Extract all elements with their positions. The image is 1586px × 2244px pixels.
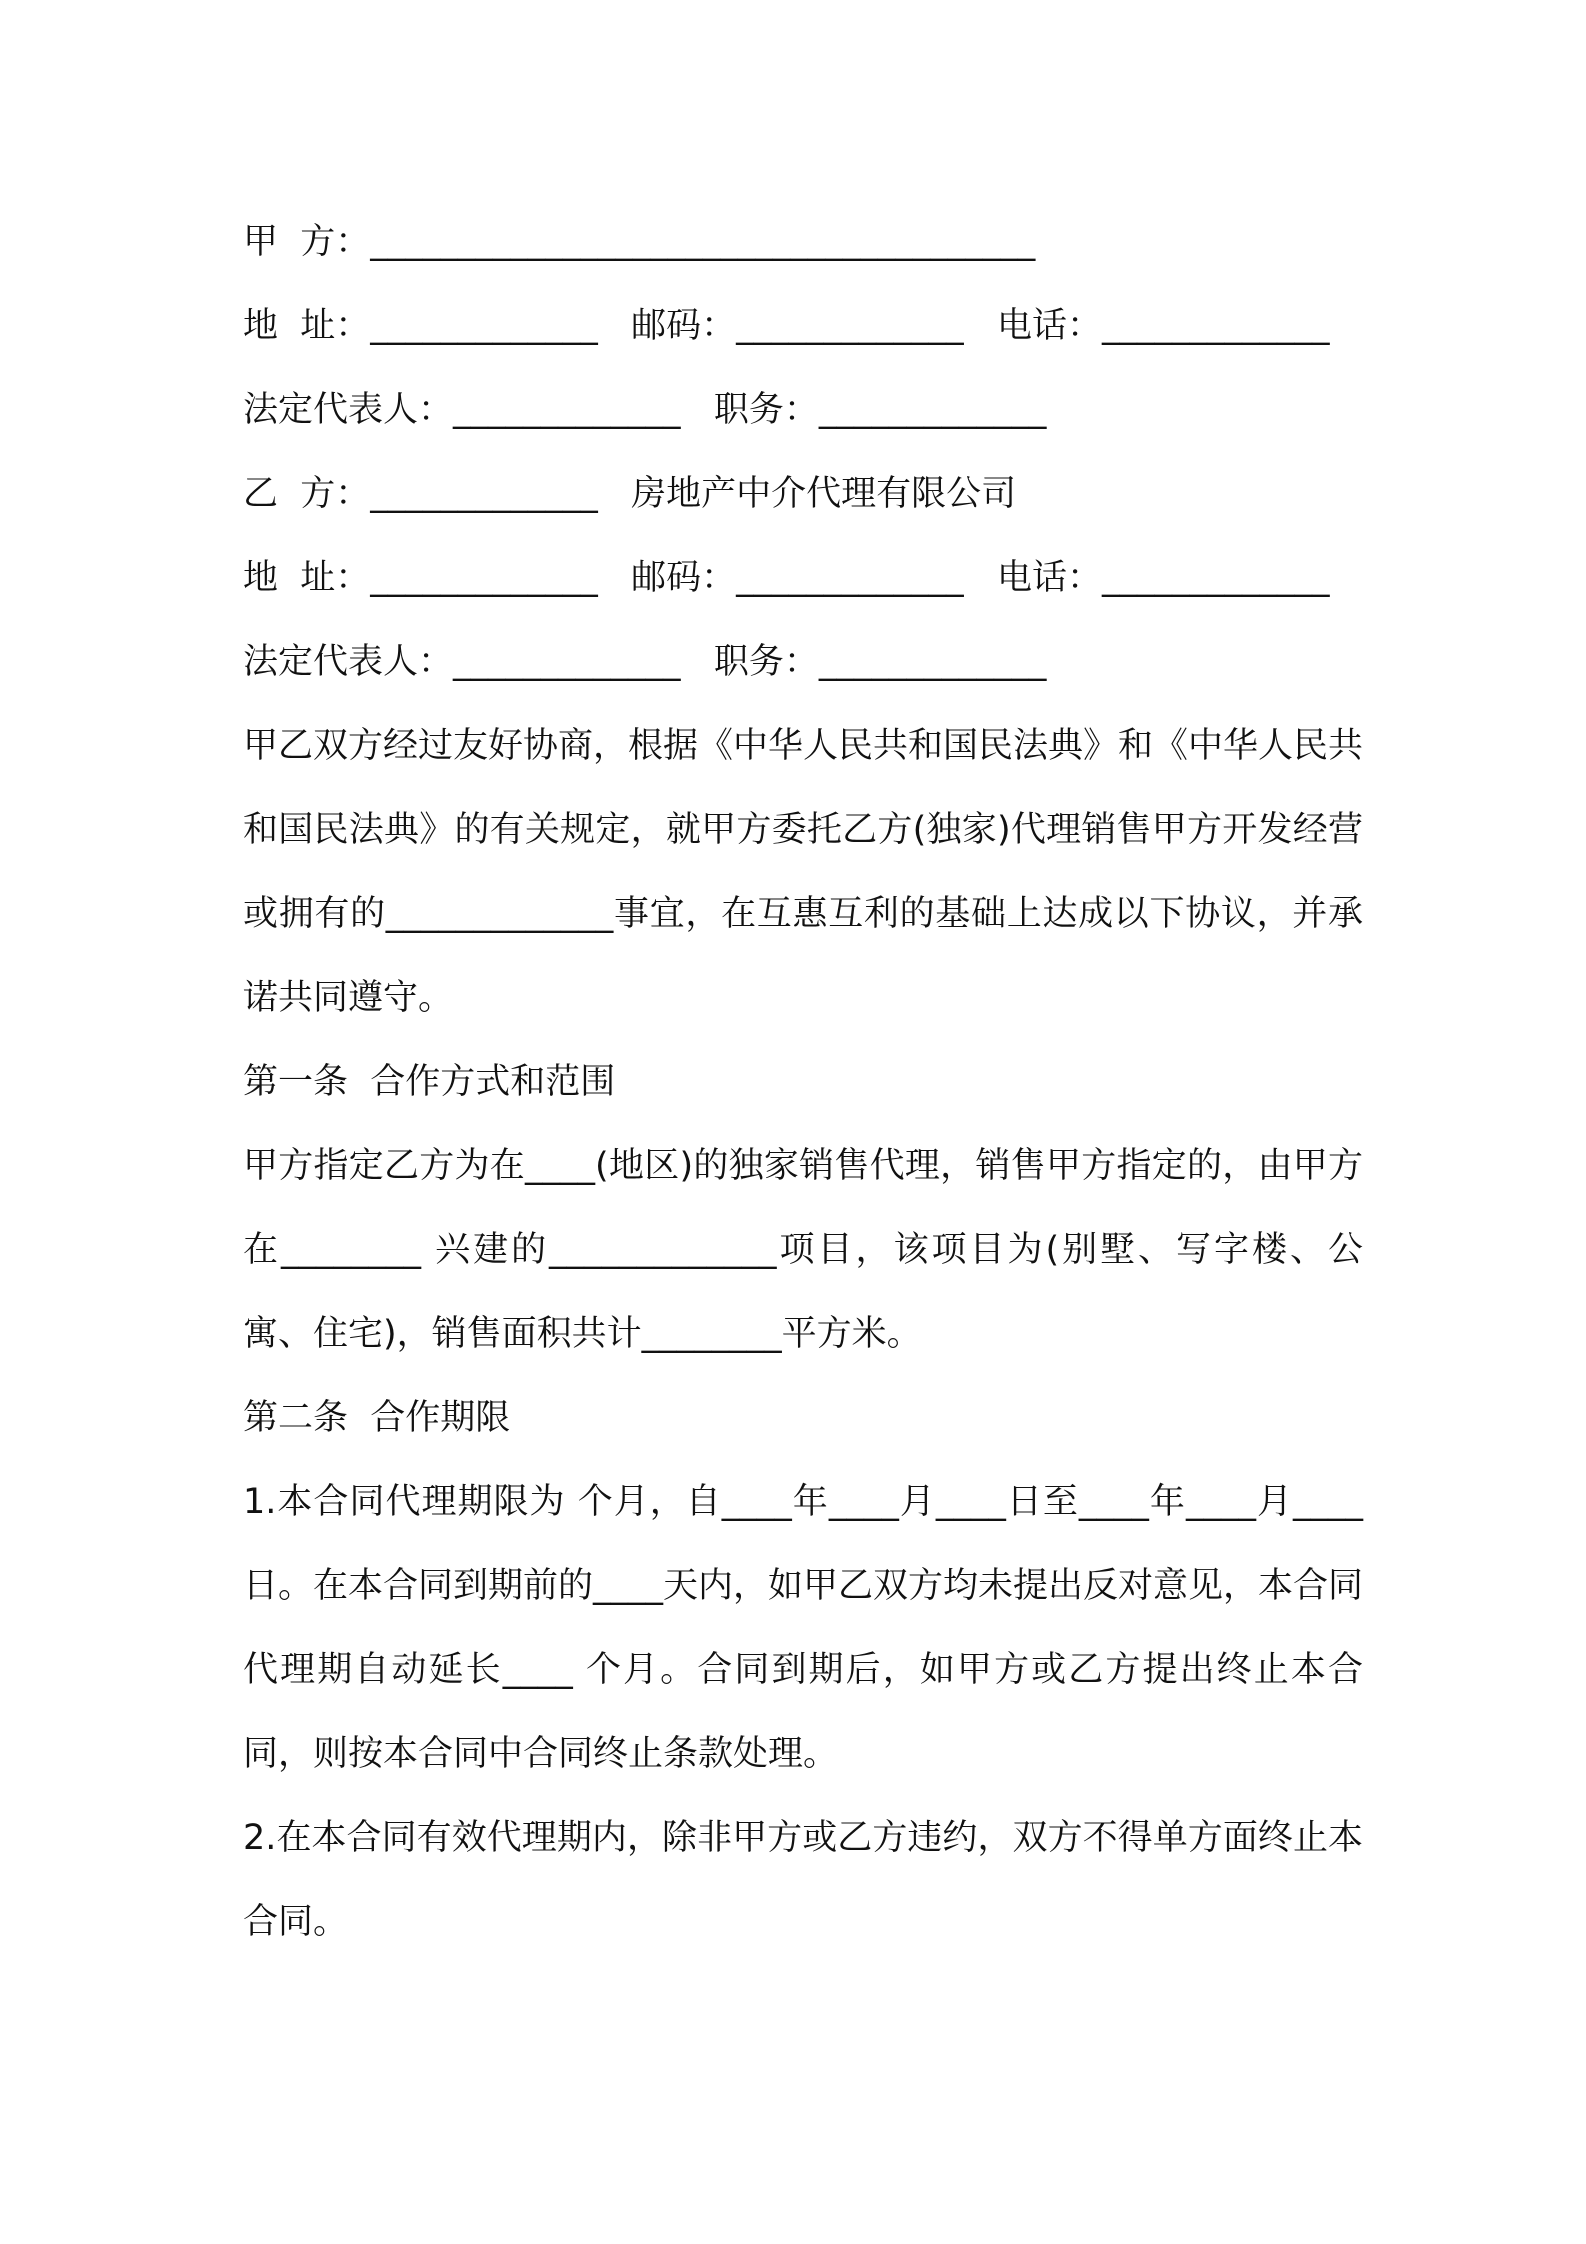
party-a-name-line: 甲 方：______________________________________ bbox=[243, 222, 1036, 262]
party-a-address-line: 地 址：_____________ 邮码：_____________ 电话：_____________ bbox=[243, 306, 1330, 346]
article-2-clause-2: 2.在本合同有效代理期内，除非甲方或乙方违约，双方不得单方面终止本合同。 bbox=[243, 1818, 1363, 1942]
preamble-paragraph: 甲乙双方经过友好协商，根据《中华人民共和国民法典》和《中华人民共和国民法典》的有关规定，就甲方委托乙方(独家)代理销售甲方开发经营或拥有的_____________事宜，在互惠互利的基础上达成以下协议，并承诺共同遵守。 bbox=[243, 726, 1364, 1018]
party-b-representative-line: 法定代表人：_____________ 职务：_____________ bbox=[243, 642, 1047, 682]
party-a-representative-line: 法定代表人：_____________ 职务：_____________ bbox=[243, 390, 1047, 430]
article-2-heading: 第二条 合作期限 bbox=[243, 1398, 511, 1438]
party-b-name-line: 乙 方：_____________ 房地产中介代理有限公司 bbox=[243, 474, 1017, 514]
party-b-address-line: 地 址：_____________ 邮码：_____________ 电话：_____________ bbox=[243, 558, 1330, 598]
article-2-clause-1: 1.本合同代理期限为 个月，自____年____月____日至____年____月____日。在本合同到期前的____天内，如甲乙双方均未提出反对意见，本合同代理期自动延长____ 个月。合同到期后，如甲方或乙方提出终止本合同，则按本合同中合同终止条款处理。 bbox=[243, 1482, 1364, 1774]
article-1-heading: 第一条 合作方式和范围 bbox=[243, 1062, 616, 1102]
contract-body bbox=[243, 200, 1363, 1964]
article-1-body: 甲方指定乙方为在____(地区)的独家销售代理，销售甲方指定的，由甲方在________ 兴建的_____________项目，该项目为(别墅、写字楼、公寓、住宅)，销售面积共计________平方米。 bbox=[243, 1146, 1363, 1354]
